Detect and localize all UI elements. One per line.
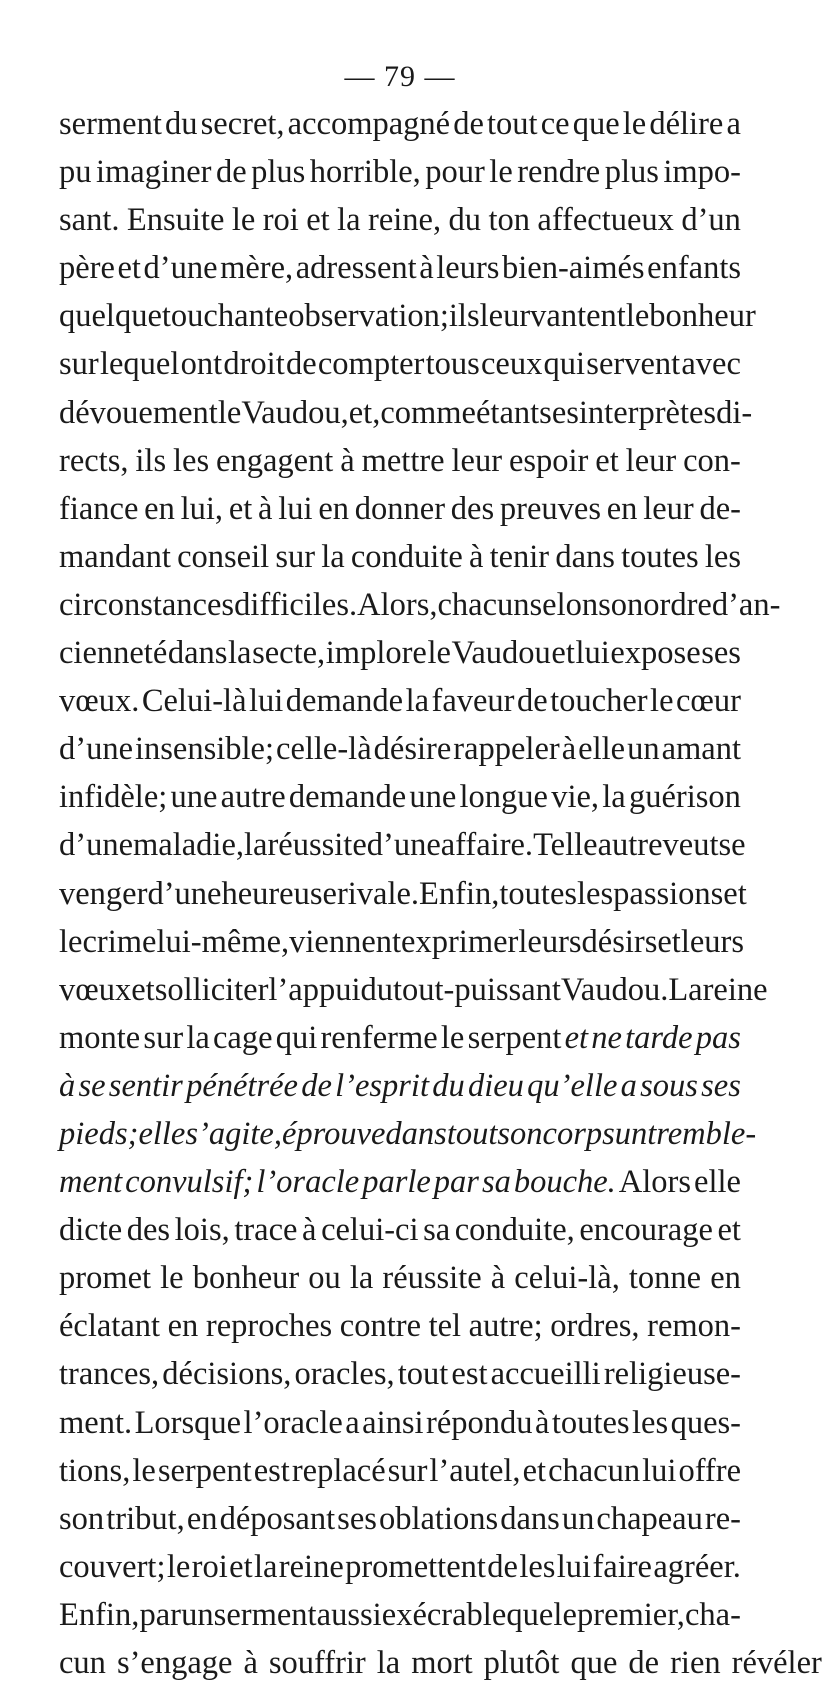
text-line: dicte des lois, trace à celui-ci sa conduite, encourage et bbox=[59, 1212, 741, 1249]
text-line: circonstances difficiles. Alors, chacun selon son ordre d’an- bbox=[59, 586, 781, 623]
text-line: cun s’engage à souffrir la mort plutôt que de rien révéler bbox=[59, 1645, 822, 1681]
text-line: pieds; elle s’agite, éprouve dans tout son corps un tremble- bbox=[59, 1115, 757, 1152]
text-line: cienneté dans la secte, implore le Vaudou et lui expose ses bbox=[59, 635, 741, 672]
text-line: monte sur la cage qui renferme le serpent et ne tarde pas bbox=[59, 1019, 741, 1056]
text-line: ment. Lorsque l’oracle a ainsi répondu à toutes les ques- bbox=[59, 1404, 741, 1441]
body-text bbox=[59, 100, 822, 1687]
text-line: sant. Ensuite le roi et la reine, du ton affectueux d’un bbox=[59, 202, 741, 239]
text-line: couvert; le roi et la reine promettent de les lui faire agréer. bbox=[59, 1548, 741, 1585]
text-line: promet le bonheur ou la réussite à celui-là, tonne en bbox=[59, 1260, 741, 1297]
text-line: sur lequel ont droit de compter tous ceux qui servent avec bbox=[59, 346, 741, 383]
text-line: éclatant en reproches contre tel autre; ordres, remon- bbox=[59, 1308, 741, 1345]
text-line: pu imaginer de plus horrible, pour le rendre plus impo- bbox=[59, 154, 741, 191]
text-line: infidèle; une autre demande une longue vie, la guérison bbox=[59, 779, 741, 816]
text-line: dévouement le Vaudou, et, comme étant ses interprètes di- bbox=[59, 394, 753, 431]
text-line: venger d’une heureuse rivale. Enfin, toutes les passions et bbox=[59, 875, 747, 912]
text-line: fiance en lui, et à lui en donner des preuves en leur de- bbox=[59, 490, 741, 527]
text-line: tions, le serpent est replacé sur l’autel, et chacun lui offre bbox=[59, 1452, 741, 1489]
text-line: vœux et solliciter l’appui du tout-puissant Vaudou. La reine bbox=[59, 971, 768, 1008]
text-line: d’une maladie, la réussite d’une affaire. Telle autre veut se bbox=[59, 827, 746, 864]
text-line: le crime lui-même, viennent exprimer leurs désirs et leurs bbox=[59, 923, 745, 960]
text-line: rects, ils les engagent à mettre leur espoir et leur con- bbox=[59, 442, 741, 479]
text-line: ment convulsif; l’oracle parle par sa bouche. Alors elle bbox=[59, 1164, 741, 1201]
text-line: mandant conseil sur la conduite à tenir dans toutes les bbox=[59, 538, 741, 575]
text-line: Enfin, par un serment aussi exécrable que le premier, cha- bbox=[59, 1596, 741, 1633]
text-line: vœux. Celui-là lui demande la faveur de toucher le cœur bbox=[59, 683, 741, 720]
text-line: son tribut, en déposant ses oblations dans un chapeau re- bbox=[59, 1500, 741, 1537]
text-line: père et d’une mère, adressent à leurs bien-aimés enfants bbox=[59, 250, 741, 287]
text-line: quelque touchante observation; ils leur vantent le bonheur bbox=[59, 298, 756, 335]
text-line: d’une insensible; celle-là désire rappeler à elle un amant bbox=[59, 731, 741, 768]
text-line: trances, décisions, oracles, tout est accueilli religieuse- bbox=[59, 1356, 741, 1393]
page-number: — 79 — bbox=[344, 60, 456, 93]
text-line: serment du secret, accompagné de tout ce que le délire a bbox=[59, 106, 741, 142]
text-line: à se sentir pénétrée de l’esprit du dieu qu’elle a sous ses bbox=[59, 1067, 741, 1104]
